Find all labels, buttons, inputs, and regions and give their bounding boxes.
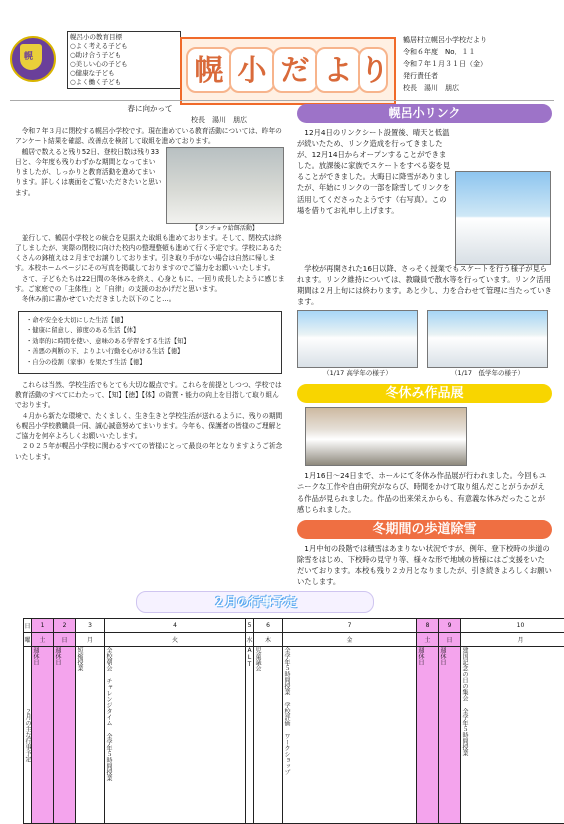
rink-text: 12月4日のリンクシート設置後、晴天と低温が続いたため、リンク造成を行ってきましたが、12月14日からオープンすることができました。放課後に家族でスケートをすべる姿を見ることができました。大晦日に降雪がありましたが、年始にリンクの一部を除雪してリンクを活用してくださったようです（右写真）。この場を借りてお礼申し上げます。 (297, 127, 452, 265)
calendar-event: ALT (246, 647, 253, 668)
photo-caption: 【タンチョウ給餌活動】 (166, 224, 284, 233)
photo-caption: （1/17 高学年の様子） (297, 368, 418, 377)
calendar-day: 1 (32, 619, 54, 633)
goal-item: ○助け合う子ども (70, 51, 178, 60)
calendar-day: 10 (461, 619, 564, 633)
calendar-event-cell (417, 647, 439, 824)
rink-heading: 幌呂小リンク (297, 104, 552, 123)
calendar-day: 3 (76, 619, 105, 633)
winter-works-photo (305, 407, 467, 466)
calendar-day: 2 (54, 619, 76, 633)
calendar-weekday: 日 (439, 633, 461, 647)
principal-paragraph: 令和７年３月に閉校する幌呂小学校です。現在進めている教育活動については、昨年のアンケート結果を確認、改善点を検討して取組を進めております。 (15, 126, 285, 147)
calendar-day: 8 (417, 619, 439, 633)
principal-paragraph: 鶴居で数えると残り52日、登校日数は残り33日と、今年度も残りわずかな期間となってまいりましたが、しっかりと教育活動を進めてまいります。詳しくは裏面をご覧いただきたいと思います。 (15, 147, 162, 233)
principal-paragraph: さて、子どもたちは22日間の冬休みを終え、心身ともに、一回り成長したように感じます。ご家庭での「主体性」と「自律」の支援のおかげだと思います。 (15, 274, 285, 295)
life-goals-box (18, 311, 282, 374)
winter-works-text: 1月16日～24日まで、ホールにて冬休み作品展が行われました。今回もユニークな工作や自由研究がならび、時間をかけて取り組んだことがうかがえる作品が見られました。作品の出来栄えからも、有意義な休みだったことが感じられました。 (297, 470, 552, 514)
rink-photo (455, 171, 551, 265)
calendar-weekday: 土 (417, 633, 439, 647)
day-row-label: 日 (24, 619, 32, 633)
emblem-character: 幌 (24, 49, 33, 62)
rink-text: 学校が再開された16日以降、さっそく授業でもスケートを行う様子が見られます。リンク維持については、教職員で散水等を行っています。リンク活用期間は２月上旬には終わります。あと少し、力を合わせて管理に当たっていきます。 (297, 263, 552, 307)
calendar-event-cell (254, 647, 283, 824)
calendar-day: 6 (254, 619, 283, 633)
schedule-row-label: ２月の主な行事予定 (24, 647, 32, 824)
calendar-event-cell (105, 647, 246, 824)
calendar-event: 全校朝会 チャレンジタイム 全学年５時間授業 (105, 647, 112, 781)
calendar-event-cell (246, 647, 254, 824)
calendar-event: 週休日 (439, 647, 446, 665)
publication-name: 鶴居村立幌呂小学校だより (403, 34, 548, 46)
calendar-day: 9 (439, 619, 461, 633)
calendar-event: 週休日 (417, 647, 424, 665)
goal-item: ○健康な子ども (70, 69, 178, 78)
header-divider (10, 100, 554, 101)
calendar-event: 児童議会 (254, 647, 261, 671)
education-goals (67, 31, 181, 89)
issue-number: 令和６年度 No．１１ (403, 46, 548, 58)
crane-feeding-photo (166, 147, 284, 224)
publication-info (403, 34, 548, 94)
calendar-event: 週休日 (32, 647, 39, 665)
calendar-weekday: 水 (246, 633, 254, 647)
upper-grade-photo (297, 310, 418, 368)
calendar-event-cell (76, 647, 105, 824)
lower-grade-photo (427, 310, 548, 368)
principal-column (15, 104, 285, 462)
weekday-row-label: 曜 (24, 633, 32, 647)
life-goal: ・命や安全を大切にした生活【徳】 (26, 316, 274, 327)
snow-clearing-text: 1月中旬の段階では積雪はあまりない状況ですが、例年、登下校時の歩道の除雪をはじめ、下校時の見守り等、様々な形で地域の皆様にはご支援をいただいております。本校も残り２カ月となりましたが、引き続きよろしくお願いいたします。 (297, 543, 552, 587)
calendar-weekday: 日 (54, 633, 76, 647)
winter-works-heading: 冬休み作品展 (297, 384, 552, 403)
masthead-char: 小 (229, 47, 275, 93)
principal-paragraph: ４月から新たな環境で、たくましく、生き生きと学校生活が送れるように、残りの期間も幌呂小学校教職員一同、誠心誠意努めてまいります。今年も、保護者の皆様のご理解とご協力を何卒よろしくお願いいたします。 (15, 411, 285, 442)
principal-paragraph: 冬休み前に書かせていただきました以下のこと…。 (15, 294, 285, 304)
calendar-day: 5 (246, 619, 254, 633)
masthead-char: だ (272, 47, 318, 93)
masthead-char: 幌 (186, 47, 232, 93)
goals-title: 幌呂小の教育目標 (70, 33, 178, 42)
life-goal: ・自分の役割（家事）を果たす生活【徳】 (26, 358, 274, 369)
goal-item: ○よく考える子ども (70, 42, 178, 51)
calendar-weekday: 土 (32, 633, 54, 647)
principal-paragraph: 並行して、鶴居小学校との統合を見据えた取組も進めております。そして、閉校式は終了しましたが、実際の閉校に向けた校内の整理整頓も進めて行く予定です。学校にあるたくさんの鉢植えは２月までお譲りしております。引き取り手がない場合は自然に帰します。本校ホームページにその写真を掲載しておりますのでご協力をお願いいたします。 (15, 233, 285, 274)
calendar-event-cell (461, 647, 564, 824)
masthead-char: り (358, 47, 388, 93)
calendar-event: 建国記念の日の集会 全学年５時間授業 (461, 647, 468, 756)
goal-item: ○よく働く子ども (70, 78, 178, 87)
calendar-weekday: 木 (254, 633, 283, 647)
calendar-day: 4 (105, 619, 246, 633)
life-goal: ・善悪の判断の下、よりよい行動を心がける生活【徳】 (26, 347, 274, 358)
calendar-event-cell (32, 647, 54, 824)
schedule-heading: ２月の行事予定 (137, 592, 373, 612)
calendar-weekday: 金 (283, 633, 417, 647)
news-column (297, 104, 552, 587)
calendar-event: 全学年５時間授業 学校評価 ワークショップ (283, 647, 290, 775)
schedule-title-banner (136, 591, 374, 613)
snow-clearing-heading: 冬期間の歩道除雪 (297, 520, 552, 539)
calendar-event-cell (283, 647, 417, 824)
masthead-char: よ (315, 47, 361, 93)
calendar-event: 週休日 (54, 647, 61, 665)
publisher-label: 発行責任者 (403, 70, 548, 82)
calendar-event-cell (54, 647, 76, 824)
calendar-weekday: 月 (461, 633, 564, 647)
photo-caption: （1/17 低学年の様子） (427, 368, 548, 377)
calendar-weekday: 火 (105, 633, 246, 647)
principal-author: 校長 湯川 朋広 (15, 114, 247, 126)
calendar-day: 7 (283, 619, 417, 633)
principal-paragraph: これらは当然、学校生活でもとても大切な観点です。これらを前提としつつ、学校では教育活動のすべてにわたって、【知】【徳】【体】の資質・能力の向上を目指して取り組んでおります。 (15, 380, 285, 411)
issue-date: 令和７年１月３１日（金） (403, 58, 548, 70)
newsletter-masthead (180, 37, 396, 105)
school-emblem (10, 36, 56, 82)
calendar-event: 短縮授業 (76, 647, 83, 671)
calendar-event-cell (439, 647, 461, 824)
calendar-weekday: 月 (76, 633, 105, 647)
february-calendar (23, 618, 564, 824)
life-goal: ・効率的に時間を使い、意味のある学習をする生活【知】 (26, 337, 274, 348)
principal-title: 春に向かって (15, 104, 285, 114)
goal-item: ○美しい心の子ども (70, 60, 178, 69)
life-goal: ・健康に留意し、節度のある生活【体】 (26, 326, 274, 337)
principal-paragraph: ２０２５年が幌呂小学校に関わるすべての皆様にとって最良の年となりますようご祈念いたします。 (15, 441, 285, 462)
publisher-name: 校長 湯川 朋広 (403, 82, 548, 94)
